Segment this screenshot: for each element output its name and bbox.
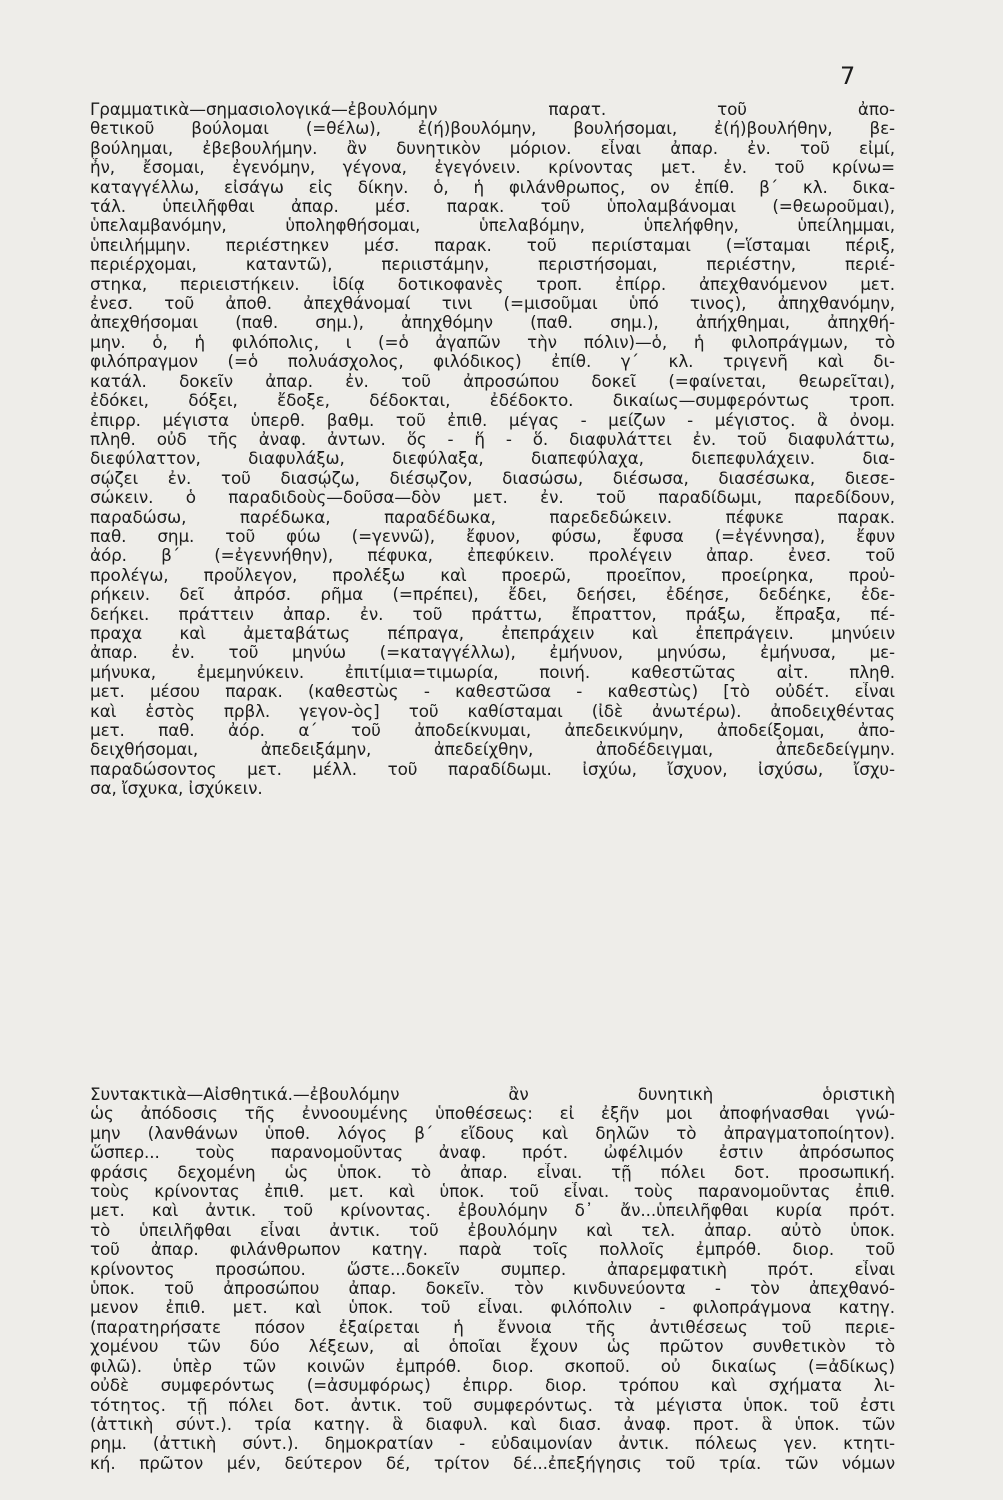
syntax-line: μην (λανθάνων ὑποθ. λόγος β΄ εἴδους καὶ δηλῶν τὸ ἀπραγματοποίητον). <box>90 1123 895 1143</box>
grammar-line: βούλημαι, ἐβεβουλήμην. ἂν δυνητικὸν μόριον. εἶναι ἀπαρ. ἐν. τοῦ εἰμί, <box>90 138 895 158</box>
syntax-line: οὐδὲ συμφερόντως (=ἀσυμφόρως) ἐπιρρ. διορ. τρόπου καὶ σχήματα λι- <box>90 1376 895 1396</box>
syntax-line: τοὺς κρίνοντας ἐπιθ. μετ. καὶ ὑποκ. τοῦ εἶναι. τοὺς παρανομοῦντας ἐπιθ. <box>90 1182 895 1202</box>
syntax-section <box>90 1085 895 1473</box>
page-number: 7 <box>840 62 856 90</box>
grammar-line: πραχα καὶ ἀμεταβάτως πέπραγα, ἐπεπράχειν καὶ ἐπεπράγειν. μηνύειν <box>90 623 895 643</box>
grammar-section <box>90 100 895 799</box>
grammar-line: τάλ. ὑπειλῆφθαι ἀπαρ. μέσ. παρακ. τοῦ ὑπολαμβάνομαι (=θεωροῦμαι), <box>90 197 895 217</box>
grammar-line: ἐδόκει, δόξει, ἔδοξε, δέδοκται, ἐδέδοκτο. δικαίως—συμφερόντως τροπ. <box>90 391 895 411</box>
grammar-line: ὑπελαμβανόμην, ὑποληφθήσομαι, ὑπελαβόμην, ὑπελήφθην, ὑπείλημμαι, <box>90 216 895 236</box>
grammar-line: περιέρχομαι, καταντῶ), περιιστάμην, περιστήσομαι, περιέστην, περιέ- <box>90 255 895 275</box>
grammar-line: παθ. σημ. τοῦ φύω (=γεννῶ), ἔφυον, φύσω, ἔφυσα (=ἐγέννησα), ἔφυν <box>90 526 895 546</box>
syntax-line: τοῦ ἀπαρ. φιλάνθρωπον κατηγ. παρὰ τοῖς πολλοῖς ἐμπρόθ. διορ. τοῦ <box>90 1240 895 1260</box>
grammar-line: μετ. μέσου παρακ. (καθεστὼς - καθεστῶσα - καθεστὼς) [τὸ οὐδέτ. εἶναι <box>90 682 895 702</box>
grammar-line: ἀπεχθήσομαι (παθ. σημ.), ἀπηχθόμην (παθ. σημ.), ἀπήχθημαι, ἀπηχθή- <box>90 313 895 333</box>
grammar-line: ἀπαρ. ἐν. τοῦ μηνύω (=καταγγέλλω), ἐμήνυον, μηνύσω, ἐμήνυσα, με- <box>90 643 895 663</box>
syntax-line: ὥσπερ... τοὺς παρανομοῦντας ἀναφ. πρότ. ὠφέλιμόν ἐστιν ἀπρόσωπος <box>90 1143 895 1163</box>
grammar-line: Γραμματικὰ—σημασιολογικά—ἐβουλόμην παρατ. τοῦ ἀπο- <box>90 100 895 119</box>
syntax-line: Συντακτικὰ—Αἰσθητικά.—ἐβουλόμην ἂν δυνητικὴ ὁριστικὴ <box>90 1085 895 1104</box>
grammar-line: ἐνεσ. τοῦ ἀποθ. ἀπεχθάνομαί τινι (=μισοῦμαι ὑπό τινος), ἀπηχθανόμην, <box>90 294 895 314</box>
grammar-line: προλέγω, προὔλεγον, προλέξω καὶ προερῶ, προεῖπον, προείρηκα, προὐ- <box>90 565 895 585</box>
grammar-line: δειχθήσομαι, ἀπεδειξάμην, ἀπεδείχθην, ἀποδέδειγμαι, ἀπεδεδείγμην. <box>90 740 895 760</box>
syntax-line: ὑποκ. τοῦ ἀπροσώπου ἀπαρ. δοκεῖν. τὸν κινδυνεύοντα - τὸν ἀπεχθανό- <box>90 1279 895 1299</box>
syntax-line: (παρατηρήσατε πόσον ἐξαίρεται ἡ ἔννοια τῆς ἀντιθέσεως τοῦ περιε- <box>90 1317 895 1337</box>
grammar-line: διεφύλαττον, διαφυλάξω, διεφύλαξα, διαπεφύλαχα, διεπεφυλάχειν. δια- <box>90 449 895 469</box>
grammar-line: στηκα, περιειστήκειν. ἰδίᾳ δοτικοφανὲς τροπ. ἐπίρρ. ἀπεχθανόμενον μετ. <box>90 274 895 294</box>
grammar-line: παραδώσω, παρέδωκα, παραδέδωκα, παρεδεδώκειν. πέφυκε παρακ. <box>90 507 895 527</box>
grammar-line: μήνυκα, ἐμεμηνύκειν. ἐπιτίμια=τιμωρία, ποινή. καθεστῶτας αἰτ. πληθ. <box>90 662 895 682</box>
syntax-line: τότητος. τῇ πόλει δοτ. ἀντικ. τοῦ συμφερόντως. τὰ μέγιστα ὑποκ. τοῦ ἐστι <box>90 1395 895 1415</box>
grammar-line: φιλόπραγμον (=ὁ πολυάσχολος, φιλόδικος) ἐπίθ. γ΄ κλ. τριγενῆ καὶ δι- <box>90 352 895 372</box>
syntax-line: κή. πρῶτον μέν, δεύτερον δέ, τρίτον δέ...ἐπεξήγησις τοῦ τρία. τῶν νόμων <box>90 1453 895 1473</box>
syntax-line: ὡς ἀπόδοσις τῆς ἐννοουμένης ὑποθέσεως: εἰ ἐξῆν μοι ἀποφήνασθαι γνώ- <box>90 1104 895 1124</box>
grammar-line: κατάλ. δοκεῖν ἀπαρ. ἐν. τοῦ ἀπροσώπου δοκεῖ (=φαίνεται, θεωρεῖται), <box>90 371 895 391</box>
grammar-line: παραδώσοντος μετ. μέλλ. τοῦ παραδίδωμι. ἰσχύω, ἴσχυον, ἰσχύσω, ἴσχυ- <box>90 759 895 779</box>
grammar-line: σώκειν. ὁ παραδιδοὺς—δοῦσα—δὸν μετ. ἐν. τοῦ παραδίδωμι, παρεδίδουν, <box>90 488 895 508</box>
syntax-line: χομένου τῶν δύο λέξεων, αἱ ὁποῖαι ἔχουν ὡς πρῶτον συνθετικὸν τὸ <box>90 1337 895 1357</box>
grammar-line: ἀόρ. β΄ (=ἐγεννήθην), πέφυκα, ἐπεφύκειν. προλέγειν ἀπαρ. ἐνεσ. τοῦ <box>90 546 895 566</box>
grammar-line: καταγγέλλω, εἰσάγω εἰς δίκην. ὁ, ἡ φιλάνθρωπος, ον ἐπίθ. β΄ κλ. δικα- <box>90 177 895 197</box>
syntax-line: κρίνοντος προσώπου. ὥστε...δοκεῖν συμπερ. ἀπαρεμφατικὴ πρότ. εἶναι <box>90 1259 895 1279</box>
grammar-line: ἐπιρρ. μέγιστα ὑπερθ. βαθμ. τοῦ ἐπιθ. μέγας - μείζων - μέγιστος. ἃ ὀνομ. <box>90 410 895 430</box>
grammar-line: θετικοῦ βούλομαι (=θέλω), ἐ(ή)βουλόμην, βουλήσομαι, ἐ(ή)βουλήθην, βε- <box>90 119 895 139</box>
grammar-line: σα, ἴσχυκα, ἰσχύκειν. <box>90 779 263 799</box>
grammar-line: πληθ. οὐδ τῆς ἀναφ. ἀντων. ὅς - ἥ - ὅ. διαφυλάττει ἐν. τοῦ διαφυλάττω, <box>90 429 895 449</box>
grammar-line: μετ. παθ. ἀόρ. α΄ τοῦ ἀποδείκνυμαι, ἀπεδεικνύμην, ἀποδείξομαι, ἀπο- <box>90 721 895 740</box>
syntax-line: τὸ ὑπειλῆφθαι εἶναι ἀντικ. τοῦ ἐβουλόμην καὶ τελ. ἀπαρ. αὐτὸ ὑποκ. <box>90 1220 895 1240</box>
syntax-line: (ἀττικὴ σύντ.). τρία κατηγ. ἃ διαφυλ. καὶ διασ. ἀναφ. προτ. ἃ ὑποκ. τῶν <box>90 1414 895 1434</box>
syntax-line: φράσις δεχομένη ὡς ὑποκ. τὸ ἀπαρ. εἶναι. τῇ πόλει δοτ. προσωπική. <box>90 1162 895 1182</box>
syntax-line: φιλῶ). ὑπὲρ τῶν κοινῶν ἐμπρόθ. διορ. σκοποῦ. οὐ δικαίως (=ἀδίκως) <box>90 1356 895 1376</box>
grammar-line: ὑπειλήμμην. περιέστηκεν μέσ. παρακ. τοῦ περιίσταμαι (=ἵσταμαι πέριξ, <box>90 235 895 255</box>
grammar-line: ρήκειν. δεῖ ἀπρόσ. ρῆμα (=πρέπει), ἔδει, δεήσει, ἐδέησε, δεδέηκε, ἐδε- <box>90 585 895 605</box>
syntax-line: ρημ. (ἀττικὴ σύντ.). δημοκρατίαν - εὐδαιμονίαν ἀντικ. πόλεως γεν. κτητι- <box>90 1434 895 1454</box>
syntax-line: μενον ἐπιθ. μετ. καὶ ὑποκ. τοῦ εἶναι. φιλόπολιν - φιλοπράγμονα κατηγ. <box>90 1298 895 1318</box>
grammar-line: ἦν, ἔσομαι, ἐγενόμην, γέγονα, ἐγεγόνειν. κρίνοντας μετ. ἐν. τοῦ κρίνω= <box>90 158 895 178</box>
grammar-line: δεήκει. πράττειν ἀπαρ. ἐν. τοῦ πράττω, ἔπραττον, πράξω, ἔπραξα, πέ- <box>90 604 895 624</box>
grammar-line: σῴζει ἐν. τοῦ διασῴζω, διέσῳζον, διασώσω, διέσωσα, διασέσωκα, διεσε- <box>90 468 895 488</box>
grammar-line: καὶ ἑστὸς πρβλ. γεγον-ὸς] τοῦ καθίσταμαι (ἰδὲ ἀνωτέρω). ἀποδειχθέντας <box>90 701 895 721</box>
syntax-line: μετ. καὶ ἀντικ. τοῦ κρίνοντας. ἐβουλόμην δ᾽ ἄν...ὑπειλῆφθαι κυρία πρότ. <box>90 1201 895 1221</box>
grammar-line: μην. ὁ, ἡ φιλόπολις, ι (=ὁ ἀγαπῶν τὴν πόλιν)—ὁ, ἡ φιλοπράγμων, τὸ <box>90 332 895 352</box>
